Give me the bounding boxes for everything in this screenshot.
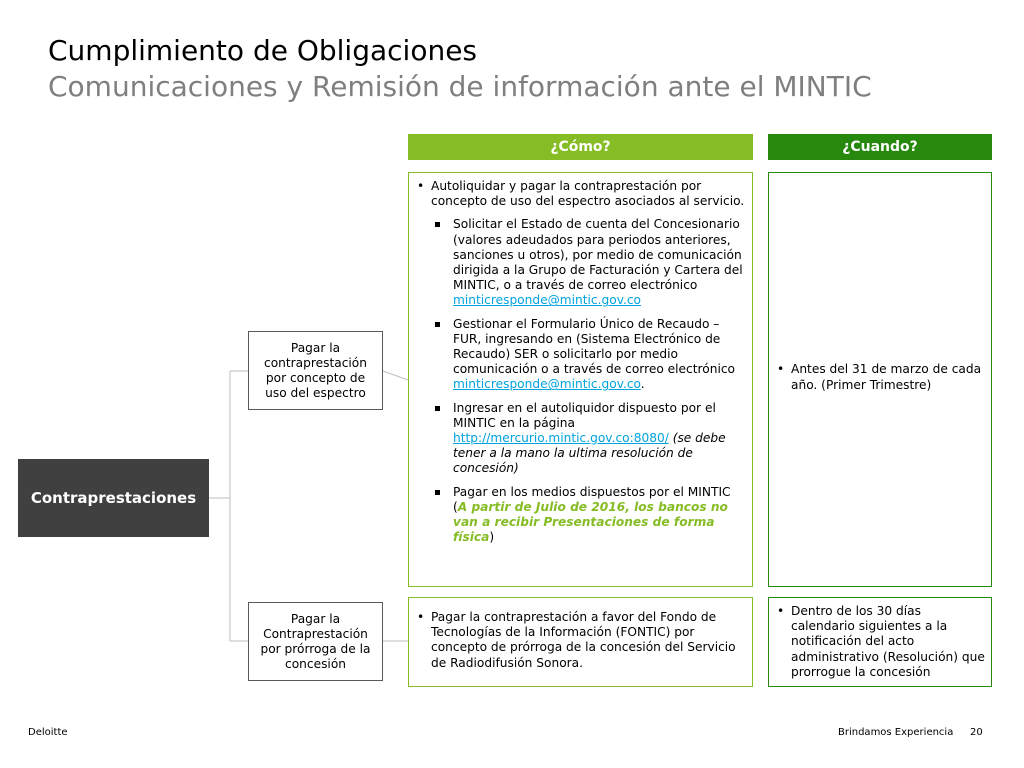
como-box-espectro	[408, 172, 753, 587]
email-link-2[interactable]: minticresponde@mintic.gov.co	[453, 377, 641, 392]
step4-green-note: A partir de Julio de 2016, los bancos no van a recibir Presentaciones de forma física	[453, 499, 728, 545]
step2-text: Gestionar el Formulario Único de Recaudo – FUR, ingresando en (Sistema Electrónico de Recaudo) SER o solicitarlo por medio comunicación o a través de correo electrónico	[453, 316, 736, 377]
page-subtitle: Comunicaciones y Remisión de información ante el MINTIC	[48, 70, 872, 103]
email-link-1[interactable]: minticresponde@mintic.gov.co	[453, 293, 641, 308]
node-prorroga	[248, 602, 383, 681]
footer-tagline: Brindamos Experiencia	[838, 727, 954, 738]
como-step-fur	[415, 317, 746, 393]
como-step-estado-cuenta	[415, 217, 746, 308]
cuando-box-espectro	[768, 172, 992, 587]
footer-brand: Deloitte	[28, 727, 68, 738]
node-espectro-label: Pagar la contraprestación por concepto de uso del espectro	[264, 340, 367, 400]
step4-text: Pagar en los medios dispuestos por el MINTIC (	[453, 484, 731, 514]
step4-end: )	[489, 530, 495, 545]
como-prorroga-text: • Pagar la contraprestación a favor del Fondo de Tecnologías de la Información (FONTIC) por concepto de prórroga de la concesión del Servicio de Radiodifusión Sonora.	[415, 610, 746, 671]
step3-text: Ingresar en el autoliquidor dispuesto por el MINTIC en la página	[453, 400, 716, 430]
node-espectro	[248, 331, 383, 410]
como-intro: • Autoliquidar y pagar la contraprestación por concepto de uso del espectro asociados al servicio.	[415, 179, 746, 209]
node-prorroga-label: Pagar la Contraprestación por prórroga de la concesión	[260, 611, 371, 671]
step2-end: .	[640, 377, 645, 392]
como-box-prorroga	[408, 597, 753, 687]
cuando-prorroga-text: • Dentro de los 30 días calendario siguientes a la notificación del acto administrativo (Resolución) que prorrogue la concesión	[775, 604, 985, 680]
cuando-espectro-text: • Antes del 31 de marzo de cada año. (Primer Trimestre)	[775, 362, 985, 392]
page-number: 20	[970, 727, 983, 738]
page-title: Cumplimiento de Obligaciones	[48, 34, 478, 67]
column-header-cuando: ¿Cuando?	[768, 134, 992, 160]
cuando-box-prorroga	[768, 597, 992, 687]
column-header-como: ¿Cómo?	[408, 134, 753, 160]
step3-note: (se debe tener a la mano la ultima resolución de concesión)	[453, 431, 726, 476]
mercurio-link[interactable]: http://mercurio.mintic.gov.co:8080/	[453, 431, 669, 446]
step1-text: Solicitar el Estado de cuenta del Concesionario (valores adeudados para periodos anteriores, sanciones u otros), por medio de comunicación dirigida a la Grupo de Facturación y Cartera del MINTIC, o a través de correo electrónico	[453, 217, 743, 293]
contraprestaciones-node: Contraprestaciones	[18, 459, 209, 537]
como-step-autoliquidor	[415, 401, 746, 477]
como-step-pagar	[415, 485, 746, 546]
